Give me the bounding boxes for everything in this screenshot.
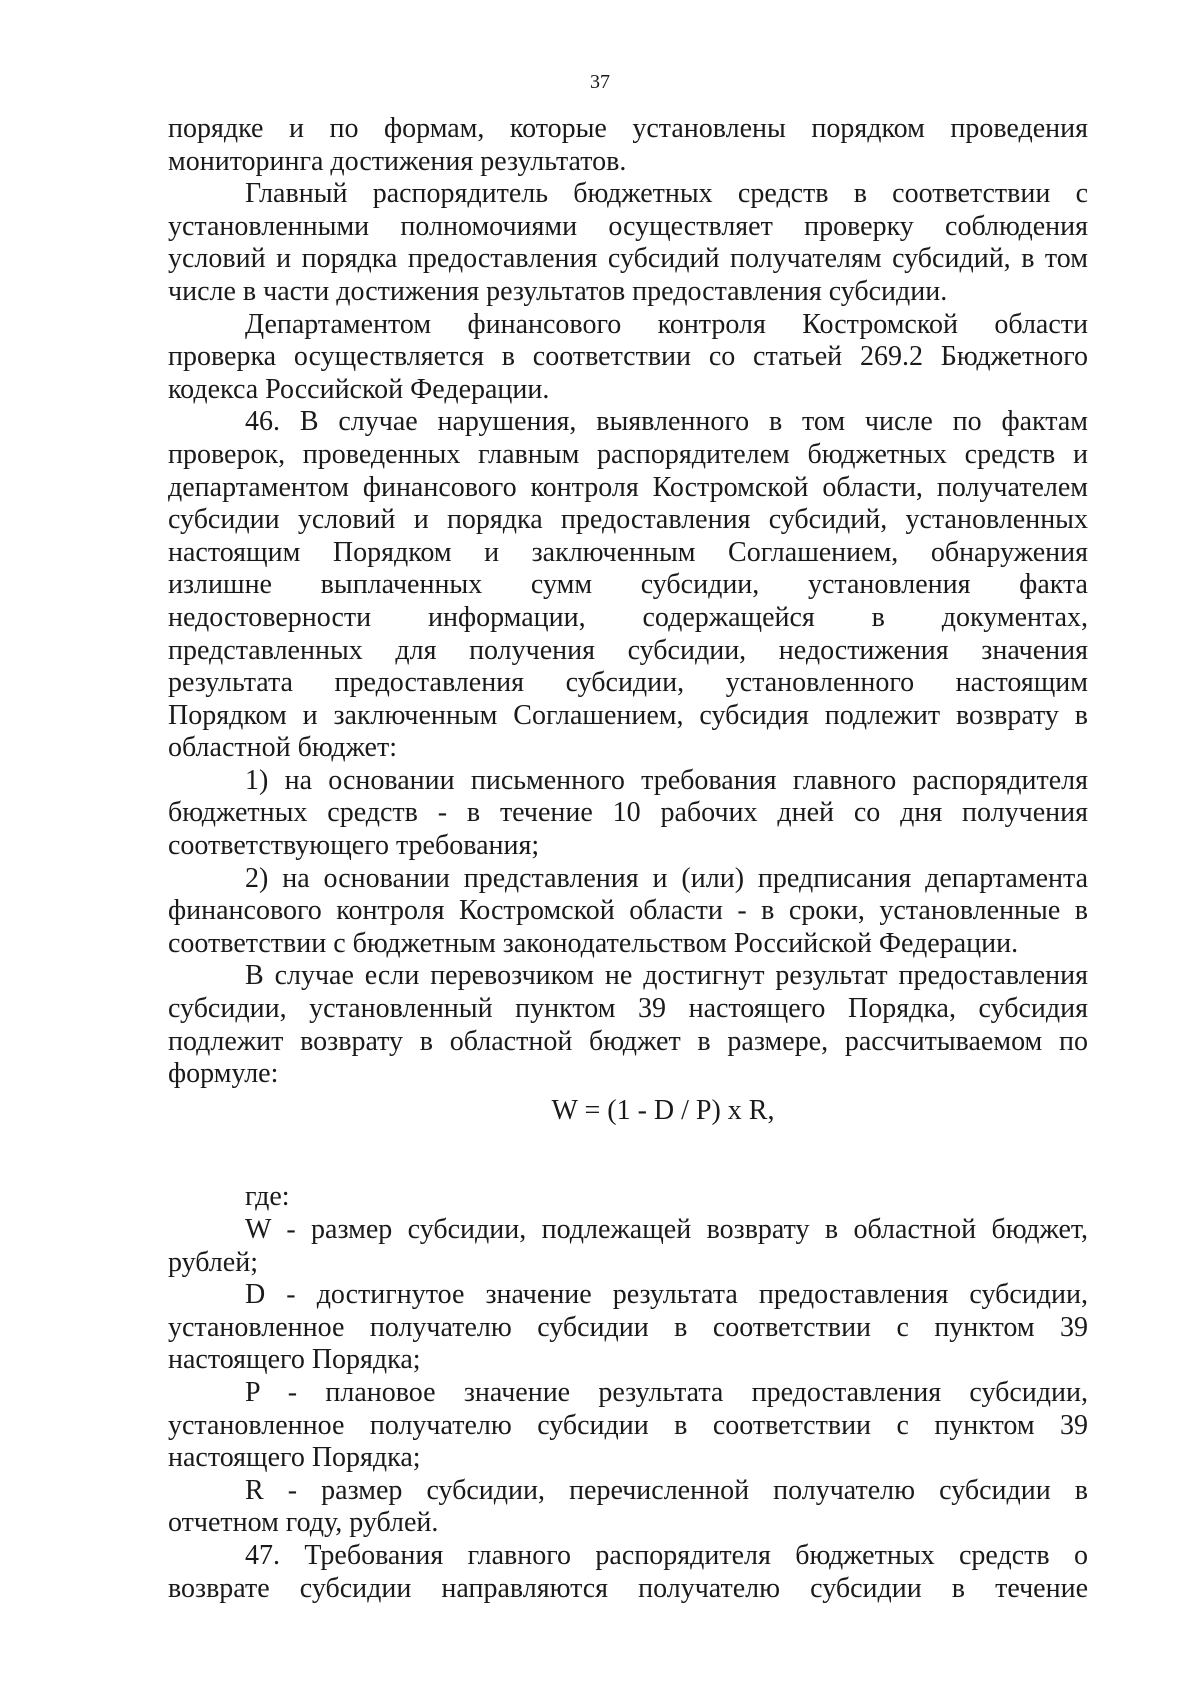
text-line: отчетном году, рублей.	[168, 1507, 439, 1539]
text-line: бюджетных средств - в течение 10 рабочих дней со дня получения	[168, 797, 1088, 829]
text-line: условий и порядка предоставления субсидий получателям субсидий, в том	[168, 243, 1088, 275]
text-line: R - размер субсидии, перечисленной получателю субсидии в	[245, 1474, 1088, 1506]
text-line: департаментом финансового контроля Костромской области, получателем	[168, 471, 1088, 503]
text-line: кодекса Российской Федерации.	[168, 373, 550, 405]
text-line: 47. Требования главного распорядителя бюджетных средств о	[245, 1539, 1088, 1571]
text-line: настоящим Порядком и заключенным Соглашением, обнаружения	[168, 536, 1088, 568]
text-line: W - размер субсидии, подлежащей возврату в областной бюджет,	[245, 1214, 1088, 1245]
text-line: где:	[245, 1181, 290, 1213]
text-line: мониторинга достижения результатов.	[168, 145, 627, 177]
text-line: проверка осуществляется в соответствии со статьей 269.2 Бюджетного	[168, 341, 1088, 373]
text-line: Департаментом финансового контроля Костромской области	[245, 308, 1088, 340]
text-line: Порядком и заключенным Соглашением, субсидия подлежит возврату в	[168, 699, 1088, 731]
text-line: 2) на основании представления и (или) предписания департамента	[245, 862, 1088, 894]
text-block-before-formula	[168, 113, 1088, 1091]
text-line: Главный распорядитель бюджетных средств в соответствии с	[245, 178, 1088, 210]
text-line: формуле:	[168, 1058, 279, 1090]
text-line: соответствии с бюджетным законодательством Российской Федерации.	[168, 927, 1019, 959]
text-line: проверок, проведенных главным распорядителем бюджетных средств и	[168, 438, 1088, 470]
text-line: представленных для получения субсидии, недостижения значения	[168, 634, 1088, 666]
text-line: излишне выплаченных сумм субсидии, установления факта	[168, 569, 1088, 601]
text-line: результата предоставления субсидии, установленного настоящим	[168, 667, 1088, 699]
formula: W = (1 - D / P) x R,	[551, 1094, 775, 1126]
text-line: В случае если перевозчиком не достигнут результат предоставления	[245, 960, 1088, 992]
text-line: финансового контроля Костромской области - в сроки, установленные в	[168, 895, 1088, 927]
text-line: соответствующего требования;	[168, 830, 540, 862]
text-line: порядке и по формам, которые установлены порядком проведения	[168, 113, 1088, 144]
text-line: настоящего Порядка;	[168, 1442, 421, 1474]
text-line: настоящего Порядка;	[168, 1344, 421, 1376]
text-line: числе в части достижения результатов предоставления субсидии.	[168, 275, 948, 307]
text-line: недостоверности информации, содержащейся в документах,	[168, 601, 1088, 633]
text-line: 46. В случае нарушения, выявленного в том числе по фактам	[245, 406, 1088, 438]
text-line: P - плановое значение результата предоставления субсидии,	[245, 1376, 1088, 1408]
text-line: возврате субсидии направляются получателю субсидии в течение	[168, 1572, 1088, 1604]
text-line: D - достигнутое значение результата предоставления субсидии,	[245, 1279, 1088, 1311]
text-line: рублей;	[168, 1246, 258, 1278]
text-block-after-formula	[168, 1181, 1088, 1605]
text-line: субсидии условий и порядка предоставления субсидий, установленных	[168, 504, 1088, 536]
page-number: 37	[590, 71, 610, 93]
text-line: субсидии, установленный пунктом 39 настоящего Порядка, субсидия	[168, 993, 1088, 1025]
text-line: установленными полномочиями осуществляет проверку соблюдения	[168, 210, 1088, 242]
text-line: областной бюджет:	[168, 732, 397, 764]
text-line: подлежит возврату в областной бюджет в размере, рассчитываемом по	[168, 1025, 1088, 1057]
text-line: 1) на основании письменного требования главного распорядителя	[245, 764, 1088, 796]
document-body	[168, 113, 1088, 1605]
text-line: установленное получателю субсидии в соответствии с пунктом 39	[168, 1311, 1088, 1343]
text-line: установленное получателю субсидии в соответствии с пунктом 39	[168, 1409, 1088, 1441]
